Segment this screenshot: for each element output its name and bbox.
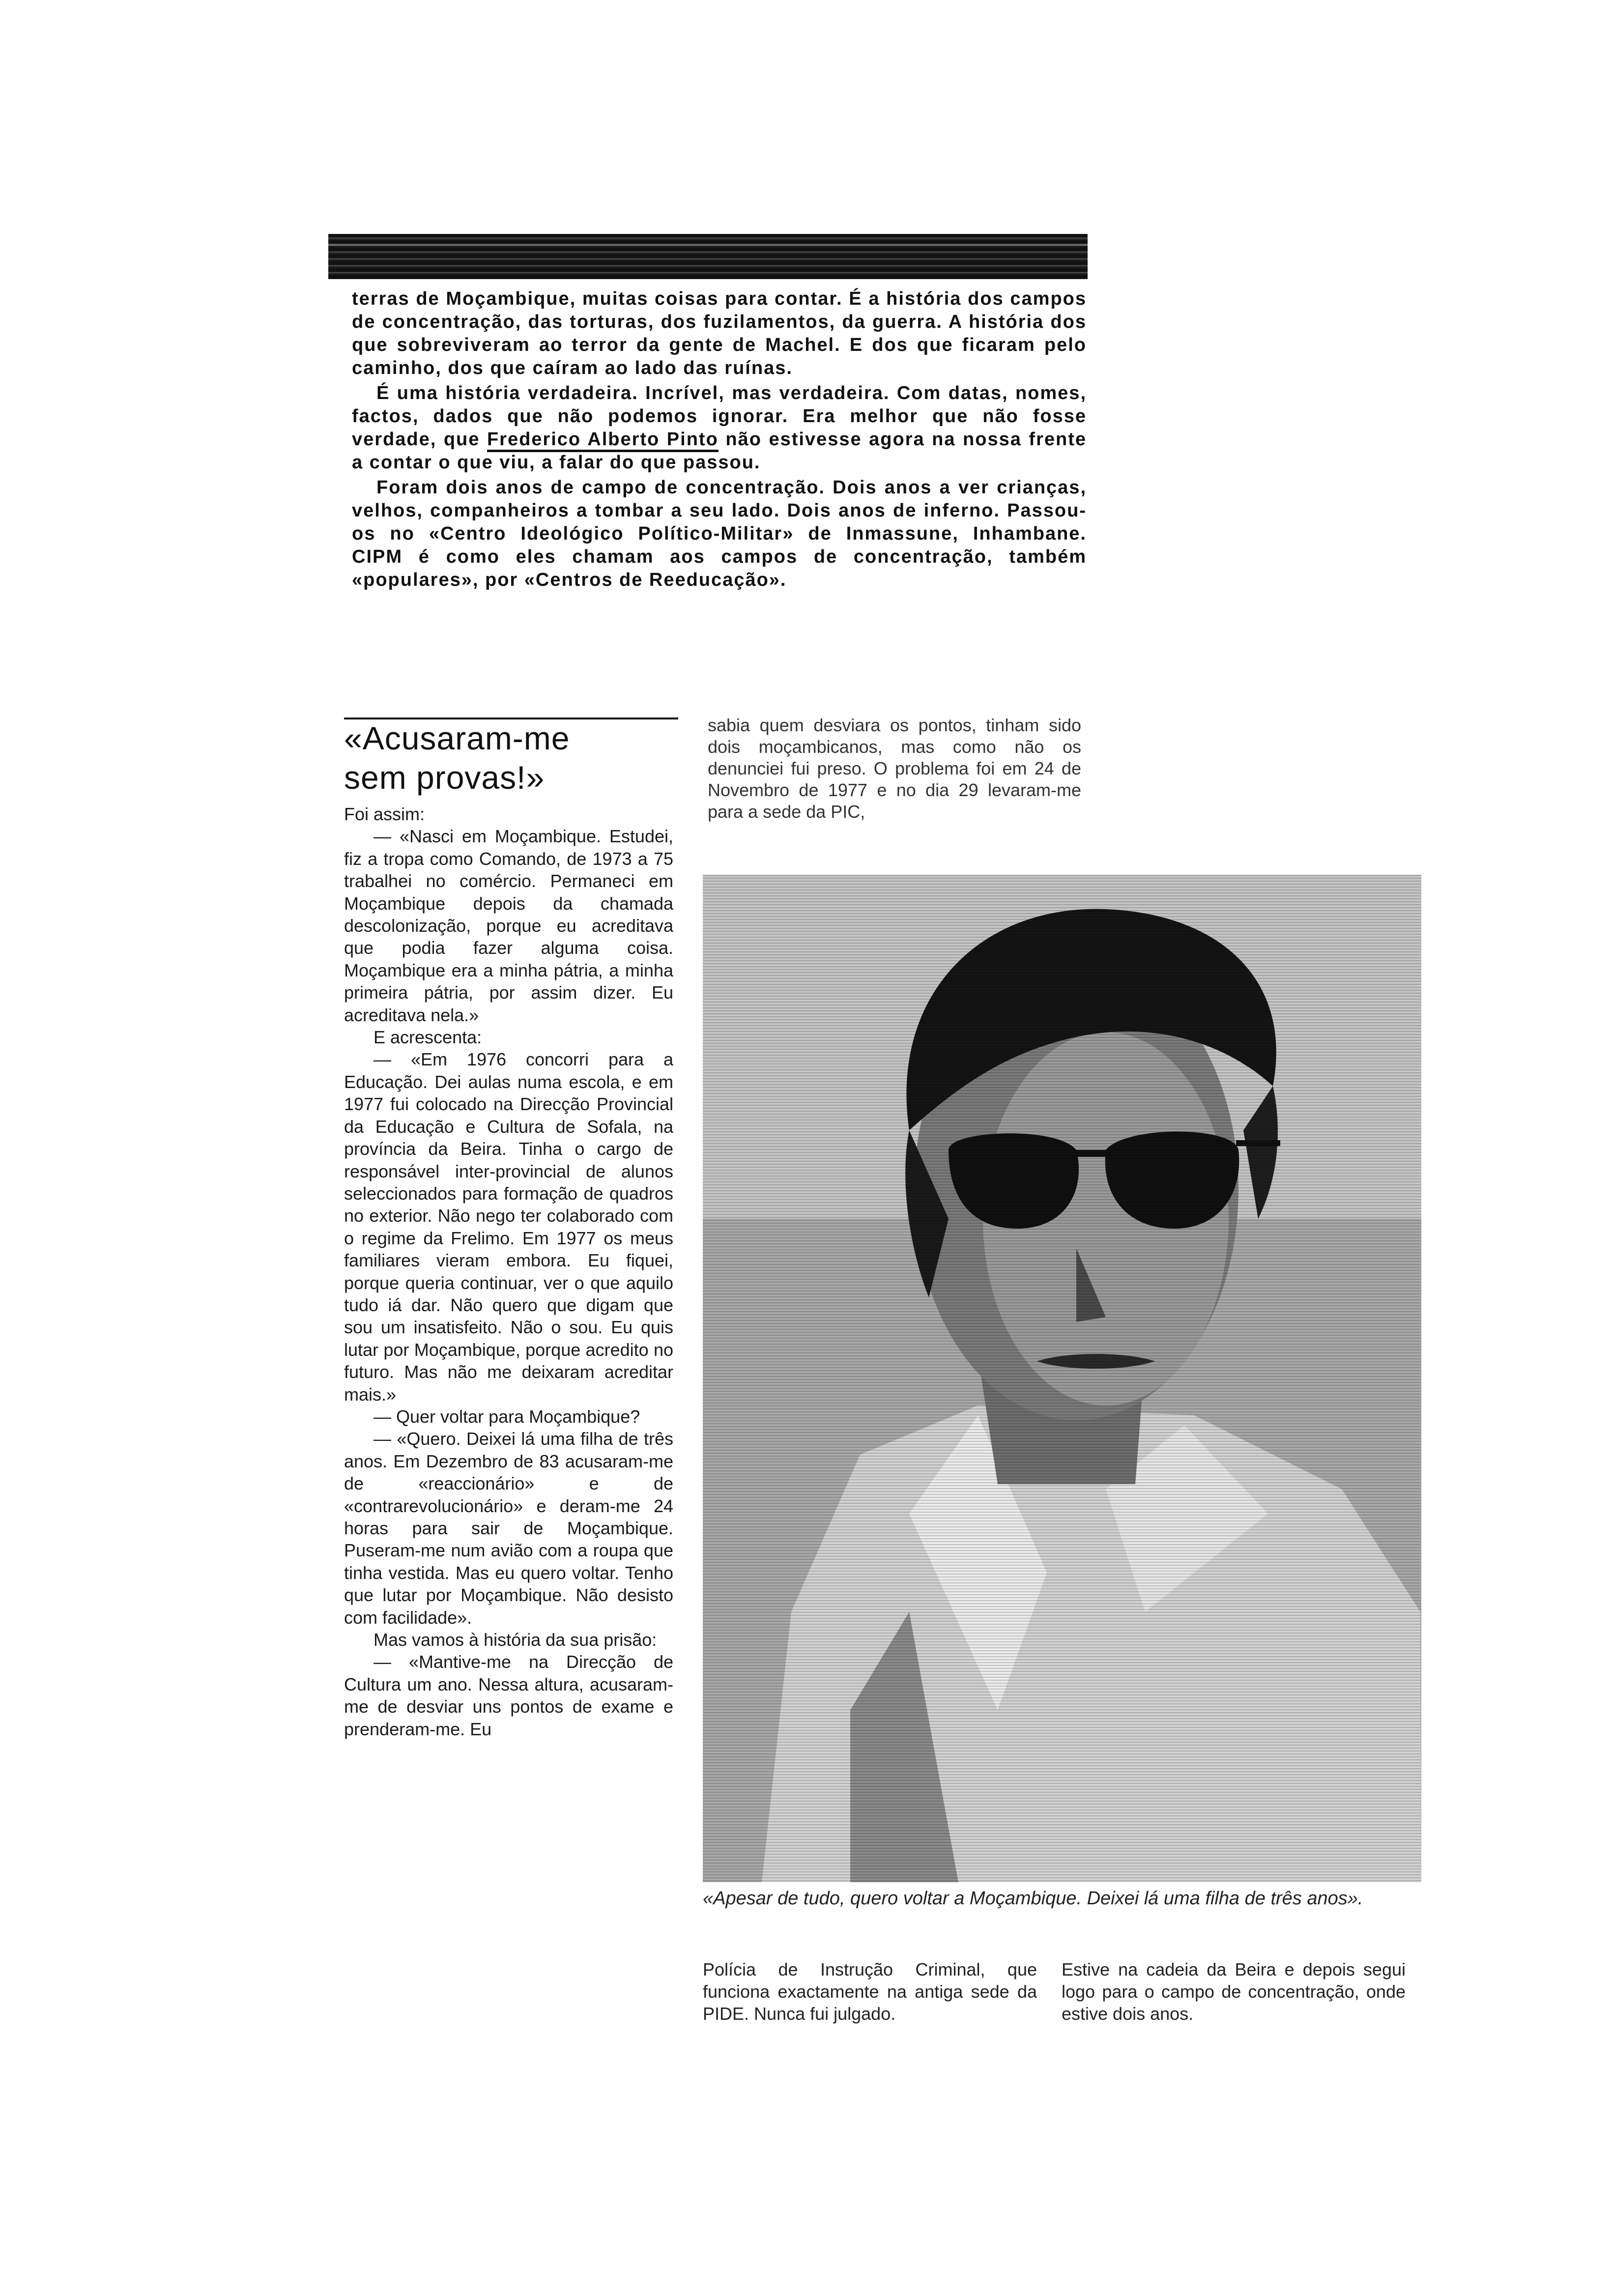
left-paragraph-2: — «Nasci em Moçambique. Estudei, fiz a tropa como Comando, de 1973 a 75 trabalhei no comércio. Permaneci em Moçambique depois da chamada descolonização, porque eu acreditava que podia fazer alguma coisa. Moçambique era a minha pátria, a minha primeira pátria, por assim dizer. Eu acreditava nela.» <box>344 826 673 1025</box>
intro-paragraph-2-start: É uma história verdadeira. Incrível, mas verdadeira. Com datas, nomes, factos, dados que não podemos ignorar. Era melhor que não fosse verdade, que <box>352 383 1087 450</box>
left-paragraph-4: — «Em 1976 concorri para a Educação. Dei aulas numa escola, e em 1977 fui colocado na Direcção Provincial da Educação e Cultura de Sofala, na província da Beira. Tinha o cargo de responsável inter-provincial de alunos seleccionados para formação de quadros no exterior. Não nego ter colaborado com o regime da Frelimo. Em 1977 os meus familiares vieram embora. Eu fiquei, porque queria continuar, ver o que aquilo tudo iá dar. Não quero que digam que sou um insatisfeito. Não o sou. Eu quis lutar por Moçambique, porque acredito no futuro. Mas não me deixaram acreditar mais.» <box>344 1049 673 1405</box>
left-paragraph-8: — «Mantive-me na Direcção de Cultura um ano. Nessa altura, acusaram-me de desviar uns pontos de exame e prenderam-me. Eu <box>344 1652 673 1739</box>
intro-paragraph-3: Foram dois anos de campo de concentração. Dois anos a ver crianças, velhos, companheiros a tombar a seu lado. Dois anos de inferno. Passou-os no «Centro Ideológico Político-Militar» de Inmassune, Inhambane. CIPM é como eles chamam aos campos de concentração, também «populares», por «Centros de Reeducação». <box>352 477 1087 590</box>
left-column <box>344 803 673 1740</box>
left-paragraph-1: Foi assim: <box>344 804 425 824</box>
left-paragraph-3: E acrescenta: <box>374 1027 482 1048</box>
headline-line-1: «Acusaram-me <box>344 720 570 756</box>
intro-text <box>352 287 1087 594</box>
photo-caption: «Apesar de tudo, quero voltar a Moçambique. Deixei lá uma filha de três anos». <box>703 1888 1363 1909</box>
article-headline <box>344 718 678 797</box>
intro-paragraph-1: terras de Moçambique, muitas coisas para contar. É a história dos campos de concentração, das torturas, dos fuzilamentos, da guerra. A história dos que sobreviveram ao terror da gente de Machel. E dos que ficaram pelo caminho, dos que caíram ao lado das ruínas. <box>352 288 1087 378</box>
intro-paragraph-2-end: não estivesse agora na nossa frente a contar o que viu, a falar do que passou. <box>352 429 1087 473</box>
header-banner-strip <box>328 234 1088 279</box>
bottom-column-b: Polícia de Instrução Criminal, que funciona exactamente na antiga sede da PIDE. Nunca fui julgado. <box>703 1959 1037 2024</box>
left-paragraph-6: — «Quero. Deixei lá uma filha de três anos. Em Dezembro de 83 acusaram-me de «reaccionário» e de «contrarevolucionário» e deram-me 24 horas para sair de Moçambique. Puseram-me num avião com a roupa que tinha vestida. Mas eu quero voltar. Tenho que lutar por Moçambique. Não desisto com facilidade». <box>344 1429 673 1628</box>
bottom-column-c: Estive na cadeia da Beira e depois segui logo para o campo de concentração, onde estive dois anos. <box>1062 1959 1406 2024</box>
left-paragraph-5: — Quer voltar para Moçambique? <box>374 1406 640 1427</box>
intro-paragraph-2 <box>352 382 1087 474</box>
portrait-illustration <box>703 875 1421 1882</box>
underlined-name: Frederico Alberto Pinto <box>487 429 719 452</box>
headline-line-2: sem provas!» <box>344 759 545 796</box>
photo-top-text: sabia quem desviara os pontos, tinham sido dois moçambicanos, mas como não os denunciei fui preso. O problema foi em 24 de Novembro de 1977 e no dia 29 levaram-me para a sede da PIC, <box>708 715 1081 822</box>
left-paragraph-7: Mas vamos à história da sua prisão: <box>374 1630 657 1650</box>
portrait-photo <box>703 875 1421 1882</box>
